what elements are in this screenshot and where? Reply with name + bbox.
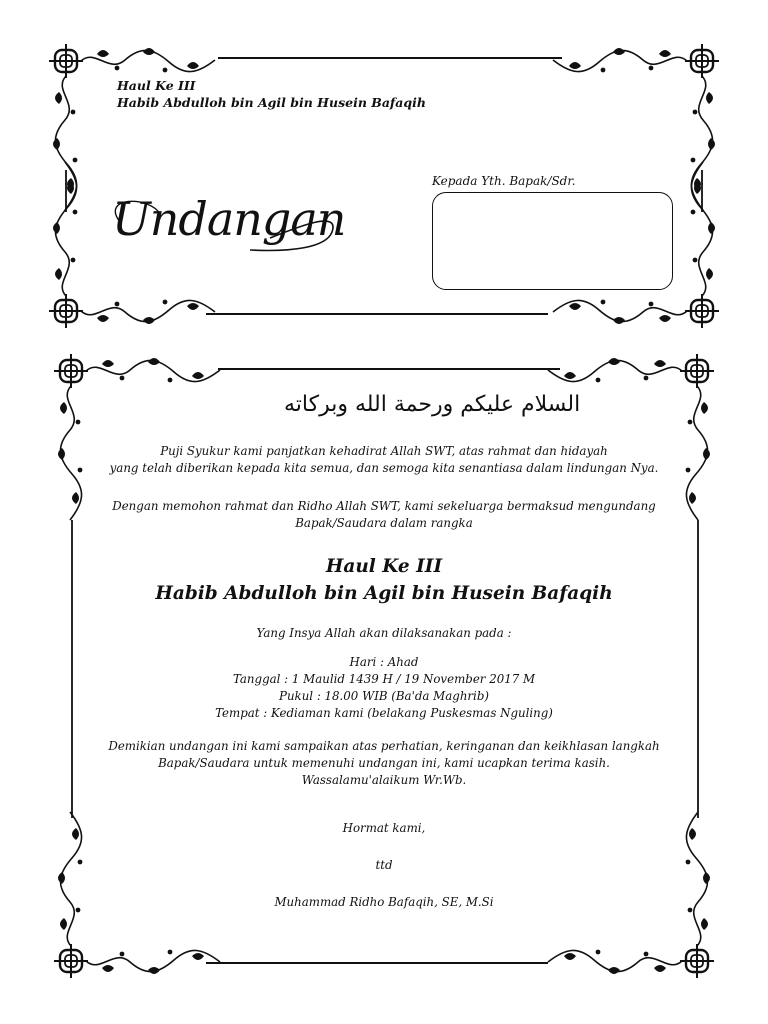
envelope-title-line2: Habib Abdulloh bin Agil bin Husein Bafaqih — [117, 95, 426, 110]
address-box[interactable] — [432, 192, 673, 290]
invite-line2: Bapak/Saudara dalam rangka — [295, 516, 473, 530]
envelope-title-line1: Haul Ke III — [117, 78, 196, 93]
schedule-time: Pukul : 18.00 WIB (Ba'da Maghrib) — [279, 689, 489, 703]
invite-paragraph — [80, 498, 688, 532]
event-title-line1: Haul Ke III — [325, 556, 443, 577]
event-title — [80, 553, 688, 607]
schedule-details — [80, 654, 688, 722]
schedule-place: Tempat : Kediaman kami (belakang Puskesmas Nguling) — [215, 706, 553, 720]
closing-line1: Demikian undangan ini kami sampaikan atas perhatian, keringanan dan keikhlasan langkah — [108, 739, 660, 753]
closing-paragraph — [80, 738, 688, 789]
event-title-line2: Habib Abdulloh bin Agil bin Husein Bafaqih — [155, 583, 613, 604]
intro-line2: yang telah diberikan kepada kita semua, dan semoga kita senantiasa dalam lindungan Nya. — [109, 461, 659, 475]
envelope-title — [117, 77, 426, 111]
arabic-greeting: السلام عليكم ورحمة الله وبركاته — [284, 392, 581, 417]
undangan-logo: Undangan — [112, 192, 346, 246]
invite-line1: Dengan memohon rahmat dan Ridho Allah SWT, kami sekeluarga bermaksud mengundang — [112, 499, 656, 513]
regards: Hormat kami, — [342, 821, 426, 835]
schedule-date: Tanggal : 1 Maulid 1439 H / 19 November 2017 M — [232, 672, 536, 686]
recipient-label: Kepada Yth. Bapak/Sdr. — [432, 174, 576, 188]
closing-line3: Wassalamu'alaikum Wr.Wb. — [301, 773, 467, 787]
intro-line1: Puji Syukur kami panjatkan kehadirat Allah SWT, atas rahmat dan hidayah — [160, 444, 608, 458]
signer-name: Muhammad Ridho Bafaqih, SE, M.Si — [274, 895, 494, 909]
closing-line2: Bapak/Saudara untuk memenuhi undangan ini, kami ucapkan terima kasih. — [158, 756, 610, 770]
intro-paragraph — [80, 443, 688, 477]
signature: ttd — [375, 858, 393, 872]
schedule-intro: Yang Insya Allah akan dilaksanakan pada : — [256, 626, 512, 640]
schedule-day: Hari : Ahad — [349, 655, 419, 669]
